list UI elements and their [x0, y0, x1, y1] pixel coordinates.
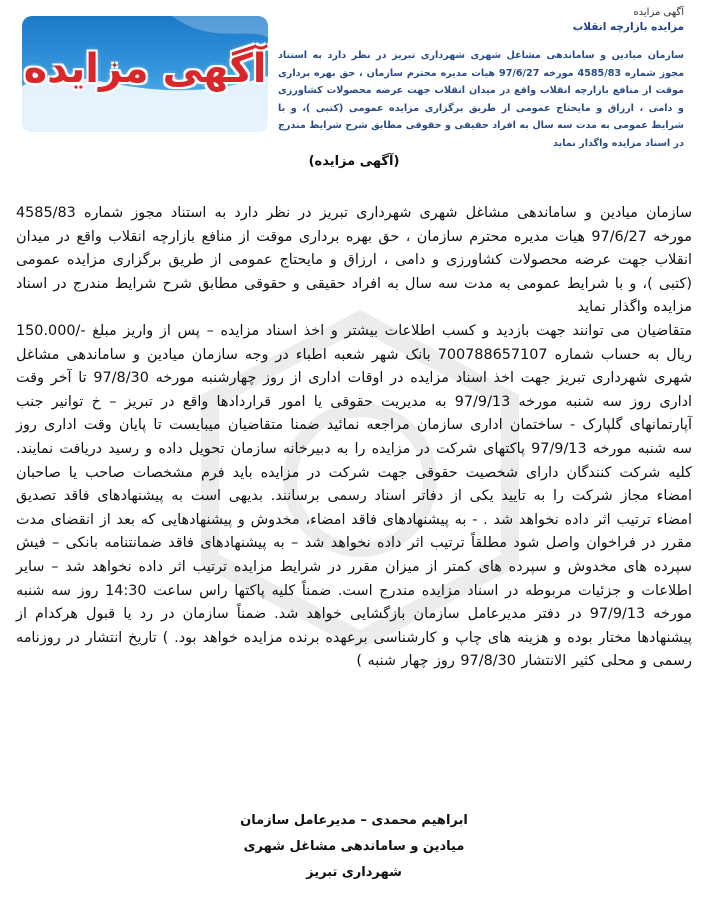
notice-summary: [278, 6, 684, 152]
summary-text: سازمان میادین و ساماندهی مشاغل شهری شهرداری تبریز در نظر دارد به استناد مجوز شماره 4585/83 مورخه 97/6/27 هیات مدیره محترم سازمان ، حق بهره برداری موقت از منافع بازارچه انقلاب واقع در میدان انقلاب جهت عرضه محصولات کشاورزی و دامی ، ارزاق و مایحتاج عمومی از طریق برگزاری مزایده عمومی (کتبی )، و با شرایط عمومی به مدت سه سال به افراد حقیقی و حقوقی مطابق شرح شرایط مندرج در اسناد مزایده واگذار نماید: [278, 50, 685, 149]
document-heading: (آگهی مزایده): [308, 154, 400, 169]
banner-title: آگهی مزایده: [23, 46, 267, 92]
signatory-organization: میادین و ساماندهی مشاغل شهری: [243, 839, 465, 854]
signature-block: [0, 808, 708, 886]
summary-category-label: آگهی مزایده: [633, 7, 684, 18]
signatory-name: ابراهیم محمدی – مدیرعامل سازمان: [240, 813, 468, 828]
intro-paragraph: سازمان میادین و ساماندهی مشاغل شهری شهرداری تبریز در نظر دارد به استناد مجوز شماره 4585/83 مورخه 97/6/27 هیات مدیره محترم سازمان ، حق بهره برداری موقت از منافع بازارچه انقلاب واقع در میدان انقلاب جهت عرضه محصولات کشاورزی و دامی ، ارزاق و مایحتاج عمومی از طریق برگزاری مزایده عمومی (کتبی )، و با شرایط عمومی به مدت سه سال به افراد حقیقی و حقوقی مطابق شرح شرایط مندرج در اسناد مزایده واگذار نماید: [16, 205, 693, 316]
summary-title: مزایده بازارچه انقلاب: [572, 21, 684, 33]
document-body: [16, 202, 692, 674]
signatory-municipality: شهرداری تبریز: [306, 865, 402, 880]
conditions-paragraph: متقاضیان می توانند جهت بازدید و کسب اطلاعات بیشتر و اخذ اسناد مزایده – پس از واریز مبلغ -/150.000 ریال به حساب شماره 700788657107 بانک شهر شعبه اطباء در وجه سازمان میادین و ساماندهی مشاغل شهری شهرداری تبریز جهت اخذ اسناد مزایده در اوقات اداری از روز چهارشنبه مورخه 97/8/30 تا آخر وقت اداری روز سه شنبه مورخه 97/9/13 به مدیریت حقوقی یا امور قراردادها واقع در تبریز – خ توانیر جنب آپارتمانهای گلپارک - ساختمان اداری سازمان مراجعه نمائید ضمنا متقاضیان میبایست تا پایان وقت اداری روز سه شنبه مورخه 97/9/13 پاکتهای شرکت در مزایده را به دبیرخانه سازمان تحویل داده و رسید دریافت نمایند. کلیه شرکت کنندگان دارای شخصیت حقوقی جهت شرکت در مزایده باید فرم مشخصات صاحب یا صاحبان امضاء مجاز شرکت را به تایید یکی از دفاتر اسناد رسمی برسانند. بدیهی است به پیشنهادهای فاقد تصدیق امضاء ترتیب اثر داده نخواهد شد . - به پیشنهادهای فاقد امضاء، مخدوش و پیشنهادهایی که بعد از انقضای مدت مقرر در فراخوان واصل شود مطلقاً ترتیب اثر داده نخواهد شد – به پیشنهادهای فاقد ضمانتنامه بانکی – فیش سپرده های مخدوش و سپرده های کمتر از میزان مقرر در شرایط مزایده ترتیب اثر داده نخواهد شد – سایر اطلاعات و جزئیات مربوطه در اسناد مزایده مندرج است. ضمناً کلیه پاکتها راس ساعت 14:30 روز سه شنبه مورخه 97/9/13 در دفتر مدیرعامل سازمان بازگشایی خواهد شد. ضمناً سازمان در رد یا قبول هرکدام از پیشنهادها مختار بوده و هزینه های چاپ و کارشناسی برعهده برنده مزایده خواهد بود. ) تاریخ انتشار در روزنامه رسمی و محلی کثیر الانتشار 97/8/30 روز چهار شنبه ): [16, 322, 693, 670]
auction-banner-image: [22, 16, 268, 132]
